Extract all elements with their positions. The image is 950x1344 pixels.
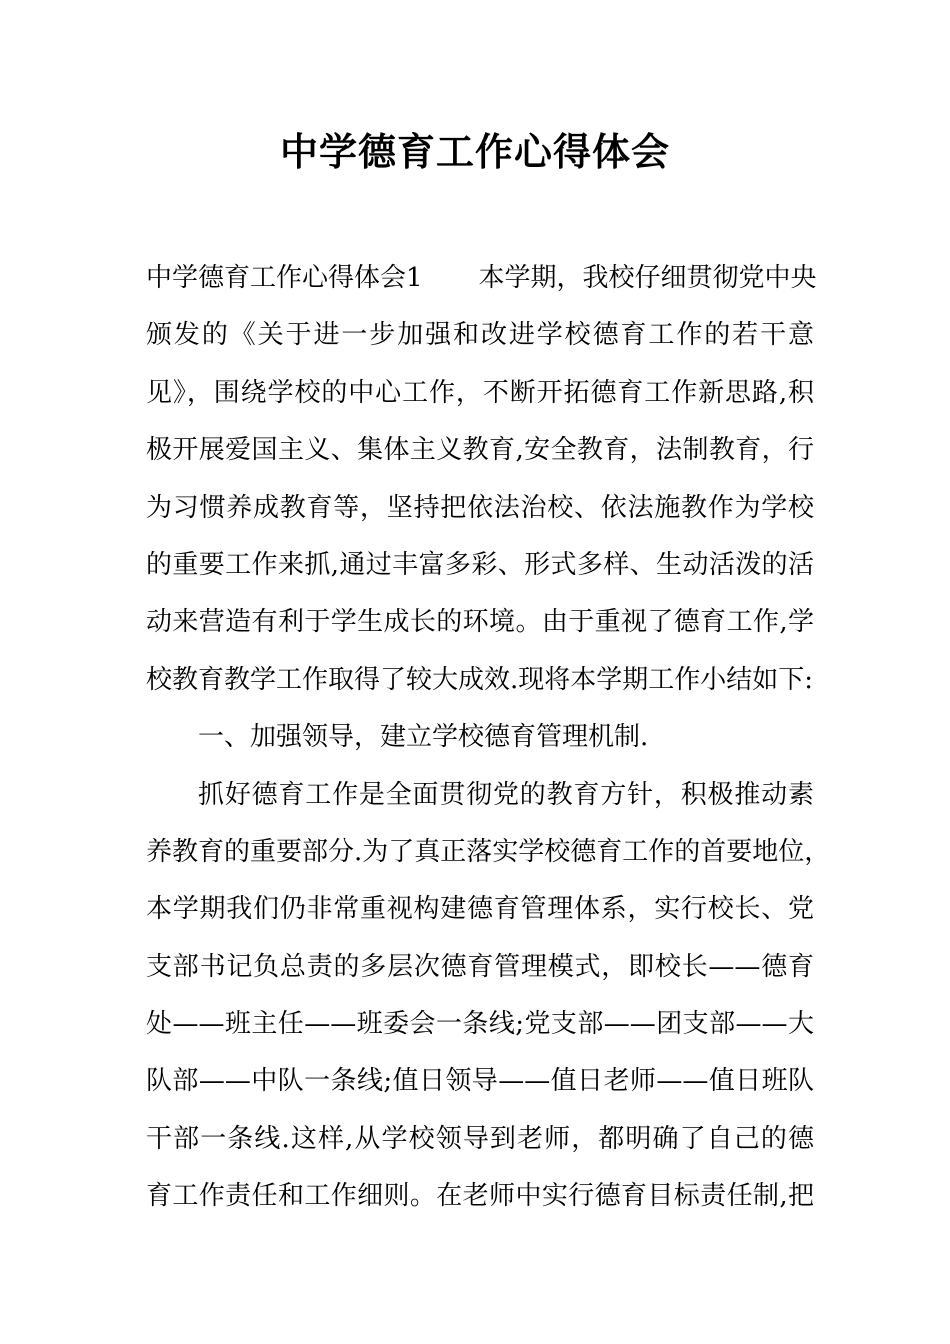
paragraph-text: 本学期，我校仔细贯彻党中央 bbox=[478, 263, 817, 293]
paragraph-line: 抓好德育工作是全面贯彻党的教育方针，积极推动素 bbox=[198, 779, 814, 810]
paragraph-line bbox=[146, 250, 817, 307]
paragraph-line: 校教育教学工作取得了较大成效.现将本学期工作小结如下: bbox=[146, 664, 814, 695]
paragraph-line: 为习惯养成教育等，坚持把依法治校、依法施教作为学校 bbox=[146, 492, 814, 523]
paragraph-line: 干部一条线.这样,从学校领导到老师，都明确了自己的德 bbox=[146, 1123, 814, 1154]
section-heading: 一、加强领导，建立学校德育管理机制. bbox=[198, 722, 649, 753]
paragraph-line: 处——班主任——班委会一条线;党支部——团支部——大 bbox=[146, 1009, 814, 1040]
section-heading-inline: 中学德育工作心得体会1 bbox=[146, 263, 423, 293]
paragraph-line: 极开展爱国主义、集体主义教育,安全教育，法制教育，行 bbox=[146, 435, 814, 466]
paragraph-line: 见》，围绕学校的中心工作，不断开拓德育工作新思路,积 bbox=[146, 377, 814, 408]
paragraph-line: 本学期我们仍非常重视构建德育管理体系，实行校长、党 bbox=[146, 894, 814, 925]
paragraph-line: 动来营造有利于学生成长的环境。由于重视了德育工作,学 bbox=[146, 607, 814, 638]
document-body bbox=[146, 250, 831, 1226]
paragraph-line: 育工作责任和工作细则。在老师中实行德育目标责任制,把 bbox=[146, 1181, 814, 1212]
document-title: 中学德育工作心得体会 bbox=[279, 129, 670, 174]
paragraph-line: 队部——中队一条线;值日领导——值日老师——值日班队 bbox=[146, 1066, 814, 1097]
paragraph-line: 支部书记负总责的多层次德育管理模式，即校长——德育 bbox=[146, 951, 814, 982]
paragraph-line: 养教育的重要部分.为了真正落实学校德育工作的首要地位， bbox=[146, 836, 831, 867]
paragraph-line: 颁发的《关于进一步加强和改进学校德育工作的若干意 bbox=[146, 320, 814, 351]
paragraph-line: 的重要工作来抓,通过丰富多彩、形式多样、生动活泼的活 bbox=[146, 549, 814, 580]
